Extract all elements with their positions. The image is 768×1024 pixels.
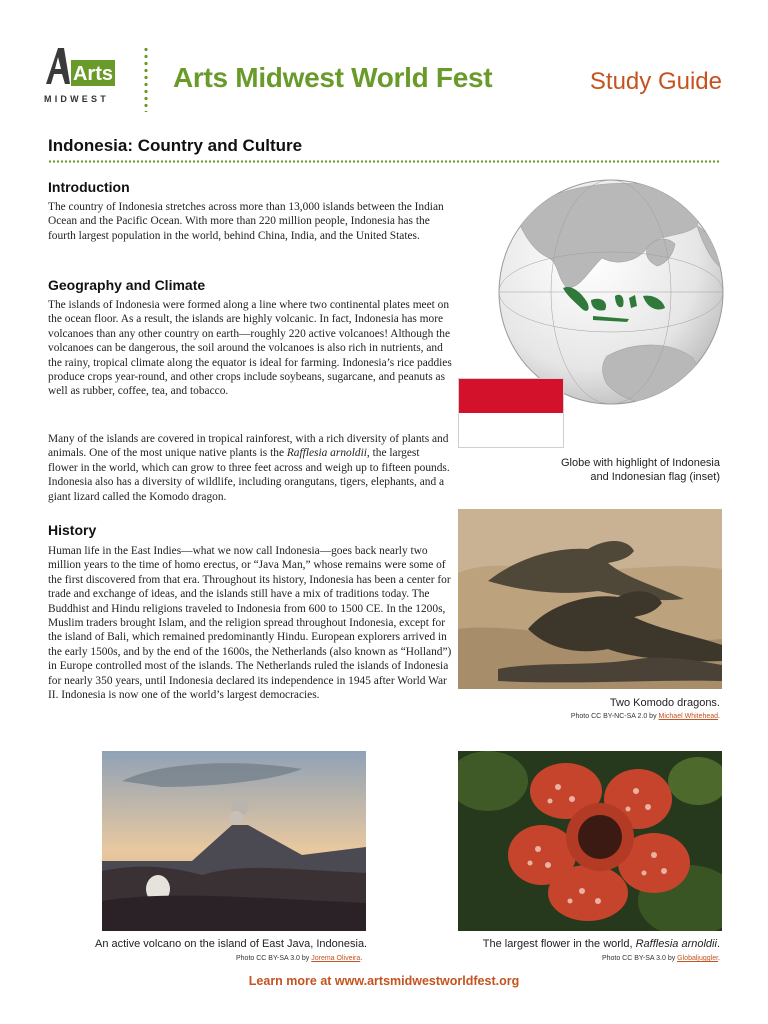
rafflesia-photo-credit [602, 955, 720, 962]
geography-heading: Geography and Climate [48, 277, 206, 293]
flag-red-band [459, 379, 563, 413]
rafflesia-caption-suffix: . [716, 938, 720, 950]
rafflesia-caption-prefix: The largest flower in the world, [482, 938, 636, 950]
footer-website-link[interactable]: Learn more at www.artsmidwestworldfest.org [248, 974, 520, 988]
history-heading: History [48, 522, 97, 538]
rafflesia-caption-italic: Rafflesia arnoldii [635, 938, 717, 950]
komodo-credit-suffix: . [718, 713, 720, 720]
volcano-credit-prefix: Photo CC BY-SA 3.0 by [236, 955, 312, 962]
volcano-credit-author-link[interactable]: Jorema Oliveira [311, 955, 361, 962]
rafflesia-credit-suffix: . [718, 955, 720, 962]
title-dotted-rule [48, 160, 720, 163]
komodo-caption: Two Komodo dragons. [609, 697, 720, 709]
geography-paragraph-2 [48, 432, 452, 504]
header-dotted-divider [143, 46, 149, 112]
geography-paragraph-1: The islands of Indonesia were formed along a line where two continental plates meet on the ocean floor. As a result, the islands are highly volcanic. In fact, Indonesia has more volcanoes than any other country on earth—roughly 220 active volcanoes! Although the volcanoes can be dangerous, the soil around the volcanoes is also rich in nutrients, and the rainy, tropical climate along the equator is ideal for farming. Indonesia’s rice paddies produce crops year-round, and other crops include soybeans, sugarcane, and peanuts as well as rubber, coffee, tea, and tobacco. [48, 299, 452, 398]
globe-image [497, 178, 725, 406]
logo-subtext: MIDWEST [44, 94, 109, 104]
rafflesia-credit-author-link[interactable]: Globaljuggler [677, 955, 719, 962]
brand-title: Arts Midwest World Fest [173, 62, 493, 93]
rafflesia-caption [483, 938, 720, 950]
flag-white-band [459, 413, 563, 447]
geography-p2-end: , the largest flower in the world, which can grow to three feet across and weigh up to fifteen pounds. Indonesia also has a diversity of wildlife, including orangutans, tigers, elephants, and a giant lizard called the Komodo dragon. [48, 447, 450, 503]
document-type-label: Study Guide [589, 68, 722, 95]
introduction-heading: Introduction [48, 179, 130, 195]
komodo-photo-credit [571, 713, 720, 720]
globe-caption [520, 456, 720, 484]
globe-caption-line-1: Globe with highlight of Indonesia [561, 457, 720, 469]
globe-caption-line-2: and Indonesian flag (inset) [590, 471, 720, 483]
geography-p2-start: Many of the islands are covered in tropical rainforest, with a rich diversity of plants and animals. One of the most unique native plants is the [48, 433, 449, 460]
logo-text: Arts [72, 63, 114, 85]
rafflesia-italic: Rafflesia arnoldii [286, 447, 367, 460]
arts-midwest-logo [44, 44, 124, 108]
komodo-credit-prefix: Photo CC BY-NC-SA 2.0 by [570, 713, 659, 720]
document-title: Indonesia: Country and Culture [48, 136, 303, 155]
volcano-photo-credit [236, 955, 362, 962]
komodo-dragons-photo [458, 509, 722, 689]
indonesian-flag-inset [458, 378, 564, 448]
rafflesia-credit-prefix: Photo CC BY-SA 3.0 by [601, 955, 678, 962]
volcano-caption: An active volcano on the island of East Java, Indonesia. [95, 938, 368, 950]
volcano-photo [102, 751, 366, 931]
rafflesia-photo [458, 751, 722, 931]
komodo-credit-author-link[interactable]: Michael Whitehead [658, 713, 719, 720]
introduction-text: The country of Indonesia stretches across more than 13,000 islands between the Indian Ocean and the Pacific Ocean. With more than 220 million people, Indonesia has the fourth largest population in the world, behind China, India, and the United States. [48, 201, 444, 242]
volcano-credit-suffix: . [360, 955, 363, 962]
history-text: Human life in the East Indies—what we now call Indonesia—goes back nearly two million years to the time of homo erectus, or “Java Man,” whose remains were some of the first discovered from that era. Throughout its history, Indonesia has been a center for trade and exchange of ideas, and the islands still have a mix of traditions today. The Buddhist and Hindu religions traveled to Indonesia from 600 to 1500 CE. In the 1200s, Muslim traders brought Islam, and the religion spread throughout Indonesia, except for the island of Bali, which remained predominantly Hindu. European explorers arrived in the early 1500s, and by the end of the 1600s, the Netherlands (also known as “Holland”) in Europe controlled most of the islands. The Netherlands ruled the islands of Indonesia for nearly 350 years, until Indonesia declared its independence in 1945 after World War II. Indonesia is now one of the world’s largest democracies. [48, 545, 452, 702]
